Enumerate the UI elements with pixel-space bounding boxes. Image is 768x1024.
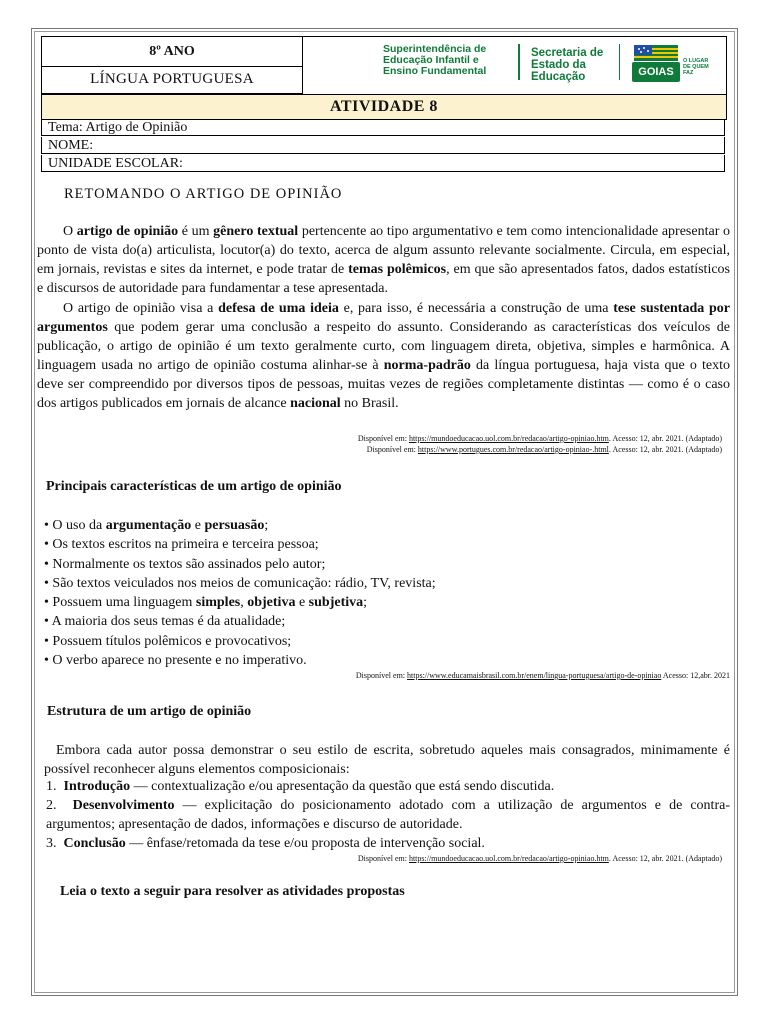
logo-separator-2 (619, 44, 620, 80)
list-item: 3. Conclusão — ênfase/retomada da tese e/ou proposta de intervenção social. (46, 836, 485, 851)
list-item: • Possuem uma linguagem simples, objetiva e subjetiva; (44, 595, 368, 611)
list-item: • São textos veiculados nos meios de comunicação: rádio, TV, revista; (44, 575, 436, 591)
activity-title: ATIVIDADE 8 (41, 94, 727, 120)
list-item: 2. Desenvolvimento — explicitação do posicionamento adotado com a utilização de argumentos e de contra-argumentos; apresentação de dados, informações e discurso de autoridade. (46, 798, 730, 832)
structure-intro: Embora cada autor possa demonstrar o seu estilo de escrita, sobretudo aqueles mais consagrados, minimamente é possível reconhecer alguns elementos composicionais: (44, 743, 730, 777)
source-link-1[interactable]: https://mundoeducacao.uol.com.br/redacao/artigo-opiniao.htm (408, 434, 609, 443)
paragraph-1: O artigo de opinião é um gênero textual pertencente ao tipo argumentativo e tem como intencionalidade apresentar o ponto de vista do(a) articulista, locutor(a) do texto, acerca de algum assunto relevante socialmente. Circula, em especial, em jornais, revistas e sites da internet, e pode tratar de temas polêmicos, em que são apresentados fatos, dados estatísticos e discursos de autoridade para fundamentar a tese apresentada. (37, 224, 730, 296)
structure-list (46, 777, 730, 853)
subject-label: LÍNGUA PORTUGUESA (41, 65, 303, 94)
name-field[interactable]: NOME: (41, 137, 725, 154)
superintendencia-logo: Superintendência de Educação Infantil e Ensino Fundamental (383, 43, 487, 77)
section-title-retomando: RETOMANDO O ARTIGO DE OPINIÃO (64, 186, 343, 202)
list-item: • O uso da argumentação e persuasão; (44, 518, 269, 533)
list-item: • O verbo aparece no presente e no imperativo. (44, 653, 307, 669)
source-citation-3: Disponível em: https://www.educamaisbrasil.com.br/enem/lingua-portuguesa/artigo-de-opiniao Acesso: 12,abr. 2021 (355, 671, 730, 680)
source-link-3[interactable]: https://www.educamaisbrasil.com.br/enem/lingua-portuguesa/artigo-de-opiniao (407, 671, 662, 680)
source-citation-4: Disponível em: https://mundoeducacao.uol.com.br/redacao/artigo-opiniao.htm. Acesso: 12, abr. 2021. (Adaptado) (357, 854, 722, 863)
section-title-estrutura: Estrutura de um artigo de opinião (47, 704, 252, 719)
secretaria-logo: Secretaria de Estado da Educação (531, 47, 604, 83)
list-item: 1. Introdução — contextualização e/ou apresentação da questão que está sendo discutida. (46, 779, 555, 794)
paragraph-2: O artigo de opinião visa a defesa de uma ideia e, para isso, é necessária a construção de uma tese sustentada por argumentos que podem gerar uma conclusão a respeito do assunto. Considerando as características dos veículos de publicação, o artigo de opinião é um texto geralmente curto, com linguagem direta, objetiva, simples e harmônica. A linguagem usada no artigo de opinião costuma alinhar-se à norma-padrão da língua portuguesa, haja vista que o texto deve ser compreendido por diversos tipos de pessoas, muitas vezes de regiões completamente distintas — como é o caso dos artigos publicados em jornais de alcance nacional no Brasil. (37, 301, 730, 411)
source-citation-2: Disponível em: https://www.portugues.com.br/redacao/artigo-opiniao-.html. Acesso: 12, abr. 2021. (Adaptado) (366, 445, 722, 454)
list-item: • Possuem títulos polêmicos e provocativos; (44, 633, 292, 649)
list-item: • Normalmente os textos são assinados pelo autor; (44, 556, 326, 572)
goias-logo: GOIAS (632, 62, 680, 82)
source-citation-1: Disponível em: https://mundoeducacao.uol.com.br/redacao/artigo-opiniao.htm. Acesso: 12, abr. 2021. (Adaptado) (357, 434, 722, 443)
goias-slogan: O LUGAR DE QUEM FAZ (683, 58, 709, 76)
source-link-4[interactable]: https://mundoeducacao.uol.com.br/redacao/artigo-opiniao.htm (408, 854, 609, 863)
section-title-caracteristicas: Principais características de um artigo de opinião (46, 479, 342, 494)
characteristics-list (44, 516, 724, 670)
source-link-2[interactable]: https://www.portugues.com.br/redacao/artigo-opiniao-.html (417, 445, 609, 454)
grade-label: 8º ANO (41, 36, 303, 67)
school-field[interactable]: UNIDADE ESCOLAR: (41, 155, 725, 172)
closing-instruction: Leia o texto a seguir para resolver as atividades propostas (60, 884, 405, 899)
theme-row: Tema: Artigo de Opinião (41, 119, 725, 136)
list-item: • A maioria dos seus temas é da atualidade; (44, 614, 286, 630)
logo-separator (518, 44, 520, 80)
list-item: • Os textos escritos na primeira e terceira pessoa; (44, 537, 319, 553)
